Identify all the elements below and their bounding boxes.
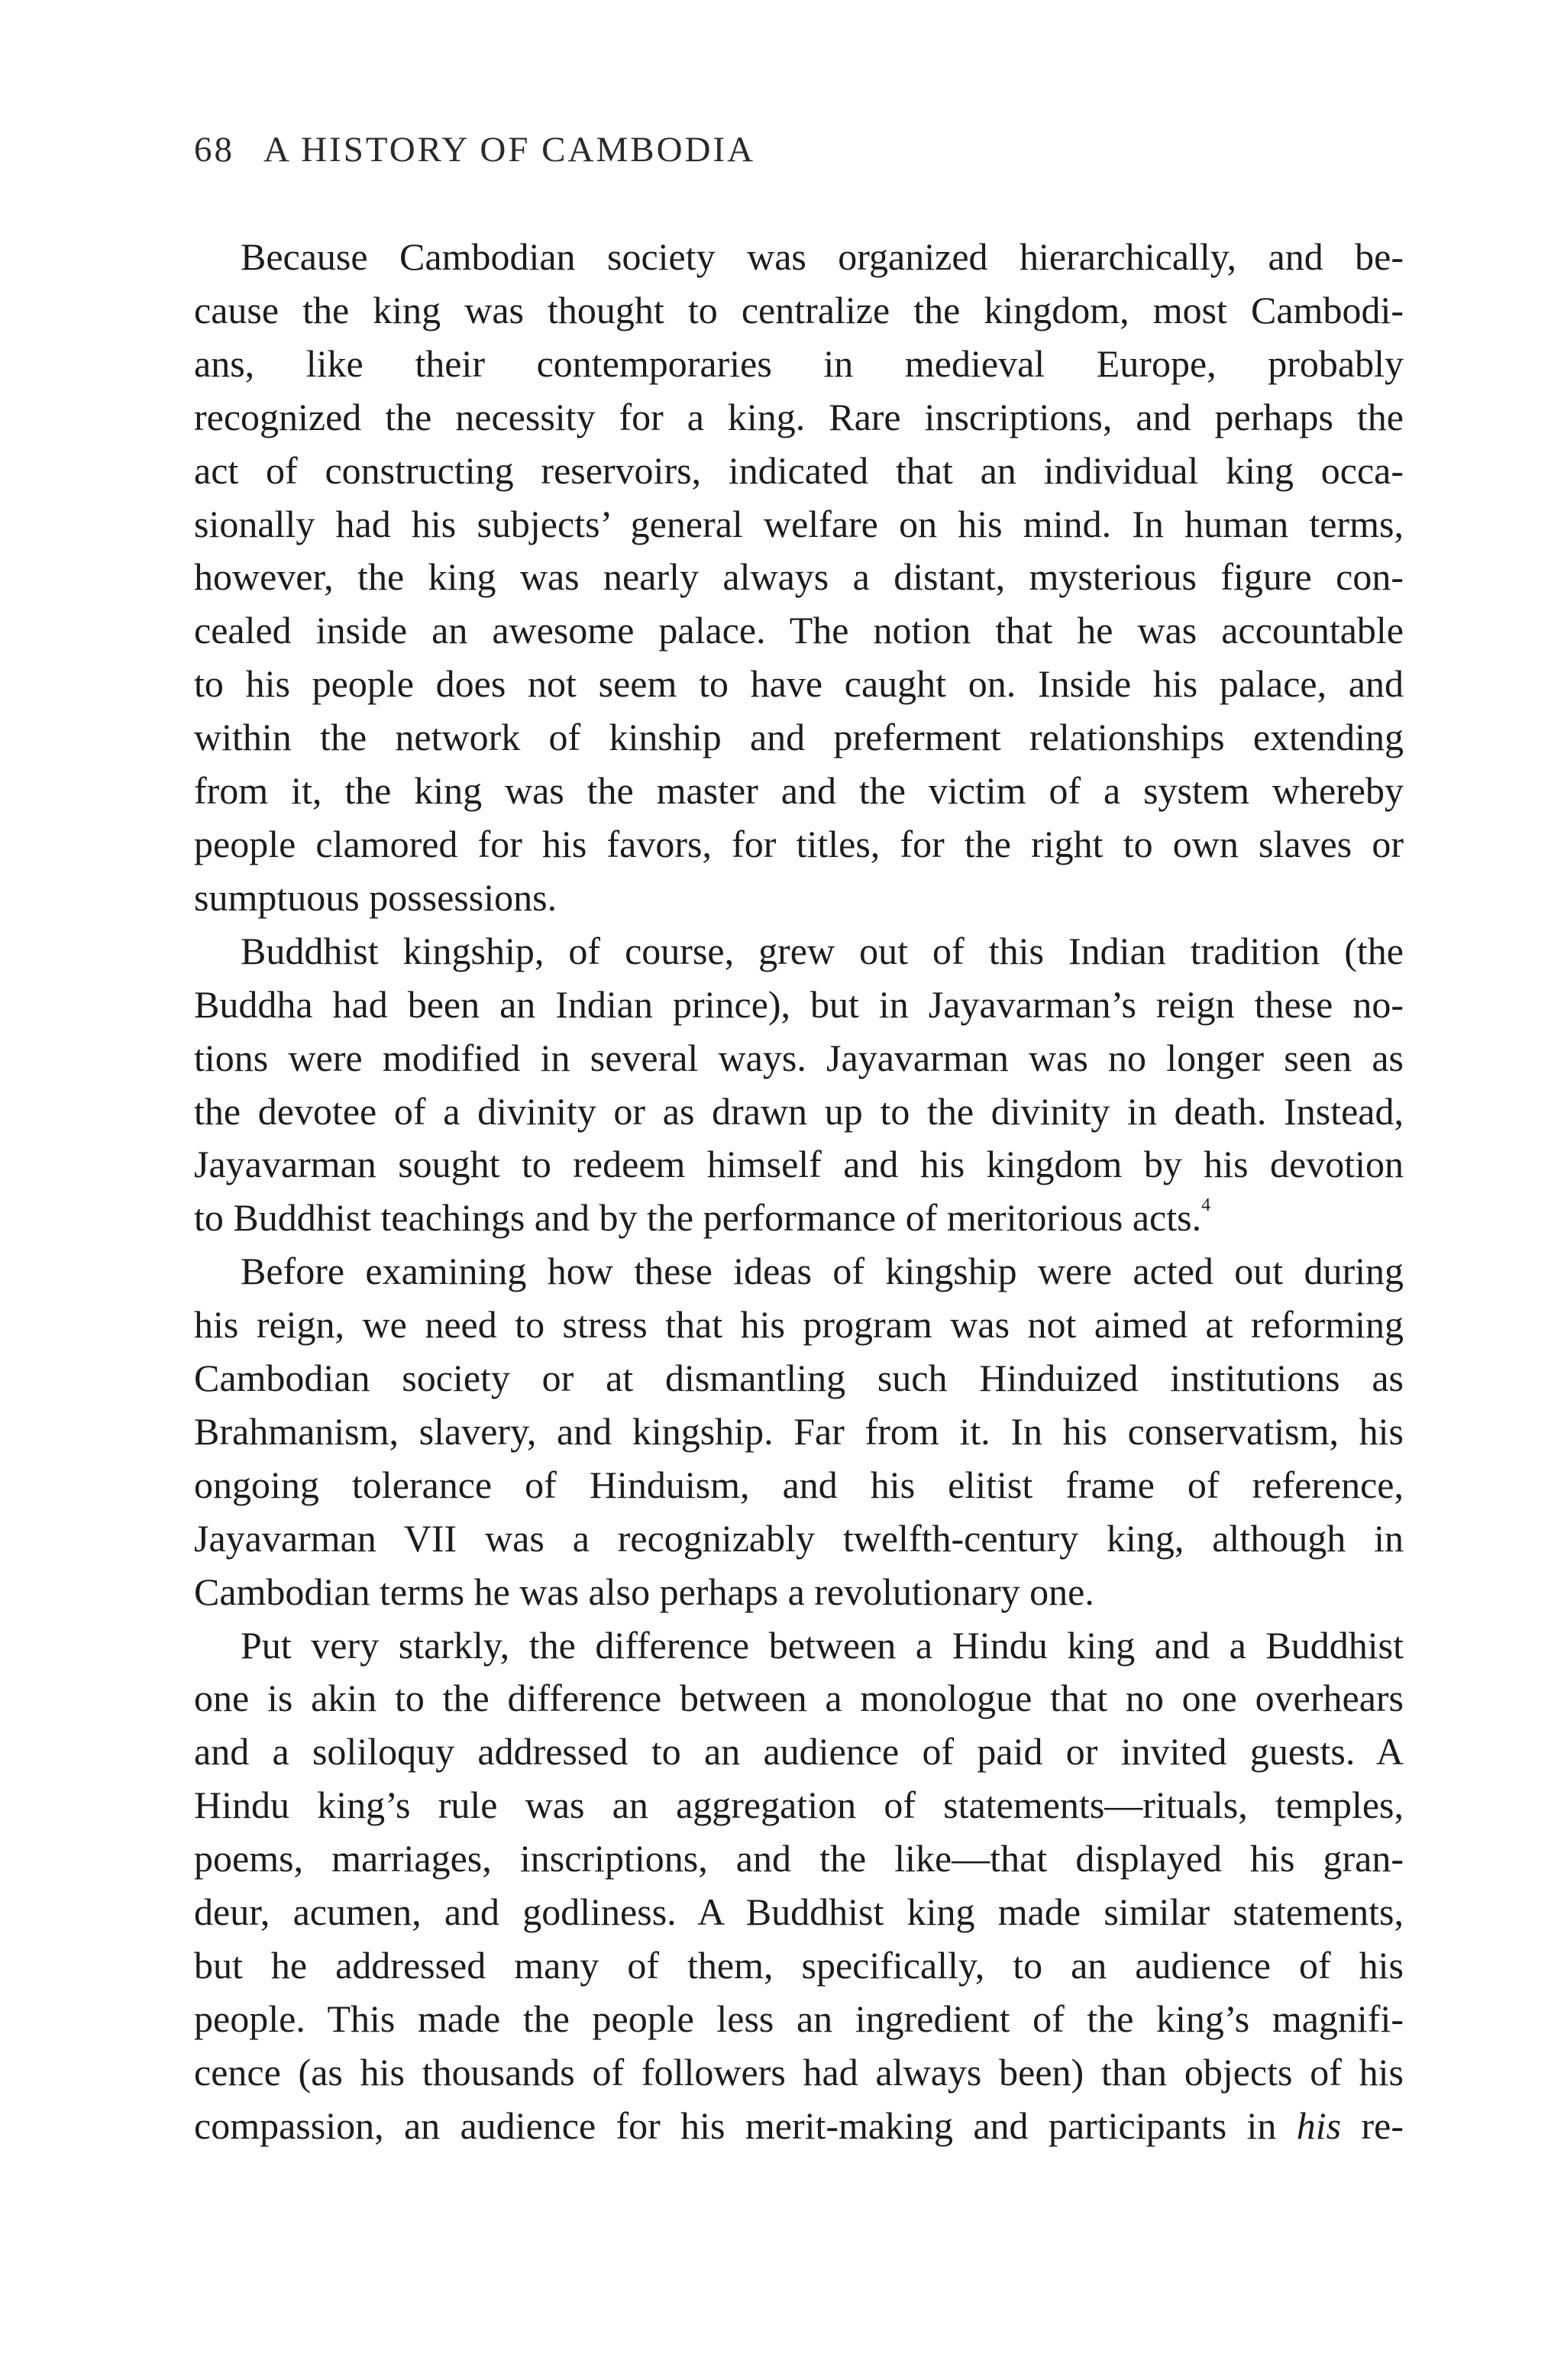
text-segment: re-: [1341, 2104, 1404, 2147]
page-number: 68: [194, 130, 234, 170]
paragraph-4: [194, 1619, 1404, 2153]
paragraph-2: [194, 925, 1404, 1245]
text-line: Put very starkly, the difference between a Hindu king and a Buddhist: [241, 1623, 1404, 1667]
text-line: cause the king was thought to centralize the kingdom, most Cambodi-: [194, 288, 1404, 331]
text-line: ans, like their contemporaries in medieval Europe, probably: [194, 341, 1404, 385]
paragraph-3: [194, 1245, 1404, 1618]
text-line: Cambodian terms he was also perhaps a revolutionary one.: [194, 1570, 1094, 1613]
running-head: [194, 127, 755, 173]
text-line: ongoing tolerance of Hinduism, and his elitist frame of reference,: [194, 1463, 1404, 1506]
text-line-with-note: [194, 1192, 1404, 1245]
text-line: Because Cambodian society was organized hierarchically, and be-: [241, 235, 1404, 278]
text-line: Jayavarman sought to redeem himself and his kingdom by his devotion: [194, 1143, 1404, 1186]
text-line: sionally had his subjects’ general welfare on his mind. In human terms,: [194, 502, 1404, 545]
text-line: and a soliloquy addressed to an audience of paid or invited guests. A: [194, 1730, 1404, 1774]
text-line: however, the king was nearly always a distant, mysterious figure con-: [194, 555, 1404, 599]
text-line: Jayavarman VII was a recognizably twelfth-century king, although in: [194, 1516, 1404, 1560]
text-line: act of constructing reservoirs, indicated that an individual king occa-: [194, 448, 1404, 492]
text-line: within the network of kinship and preferment relationships extending: [194, 716, 1404, 759]
text-line: tions were modified in several ways. Jayavarman was no longer seen as: [194, 1036, 1404, 1079]
body-text: [194, 231, 1404, 2153]
emphasis-text: his: [1296, 2104, 1342, 2147]
text-line: cealed inside an awesome palace. The notion that he was accountable: [194, 609, 1404, 652]
text-line: Brahmanism, slavery, and kingship. Far from it. In his conservatism, his: [194, 1409, 1404, 1453]
text-line: cence (as his thousands of followers had always been) than objects of his: [194, 2050, 1404, 2094]
text-line: people. This made the people less an ingredient of the king’s magnifi-: [194, 1997, 1404, 2040]
text-line: Buddhist kingship, of course, grew out of this Indian tradition (the: [241, 929, 1404, 972]
footnote-reference: 4: [1201, 1195, 1211, 1216]
paragraph-1: [194, 231, 1404, 925]
text-line: recognized the necessity for a king. Rare inscriptions, and perhaps the: [194, 395, 1404, 438]
text-line: sumptuous possessions.: [194, 875, 557, 919]
book-title: A HISTORY OF CAMBODIA: [263, 130, 756, 170]
text-line: Before examining how these ideas of kingship were acted out during: [241, 1250, 1404, 1293]
text-line: from it, the king was the master and the victim of a system whereby: [194, 769, 1404, 813]
text-line: one is akin to the difference between a monologue that no one overhears: [194, 1677, 1404, 1720]
text-line-with-emphasis: [194, 2100, 1404, 2153]
text-line: Cambodian society or at dismantling such Hinduized institutions as: [194, 1357, 1404, 1400]
text-line: Buddha had been an Indian prince), but in Jayavarman’s reign these no-: [194, 982, 1404, 1026]
text-line: to his people does not seem to have caught on. Inside his palace, and: [194, 662, 1404, 706]
text-segment: compassion, an audience for his merit-making and participants in: [194, 2104, 1297, 2147]
text-line: people clamored for his favors, for titles, for the right to own slaves or: [194, 822, 1404, 865]
text-line: Hindu king’s rule was an aggregation of statements—rituals, temples,: [194, 1783, 1404, 1827]
text-line: to Buddhist teachings and by the performance of meritorious acts.: [194, 1196, 1202, 1240]
text-line: the devotee of a divinity or as drawn up to the divinity in death. Instead,: [194, 1089, 1404, 1133]
text-line: his reign, we need to stress that his program was not aimed at reforming: [194, 1303, 1404, 1347]
text-line: but he addressed many of them, specifically, to an audience of his: [194, 1944, 1404, 1987]
text-line: poems, marriages, inscriptions, and the like—that displayed his gran-: [194, 1837, 1404, 1880]
text-line: deur, acumen, and godliness. A Buddhist king made similar statements,: [194, 1890, 1404, 1934]
